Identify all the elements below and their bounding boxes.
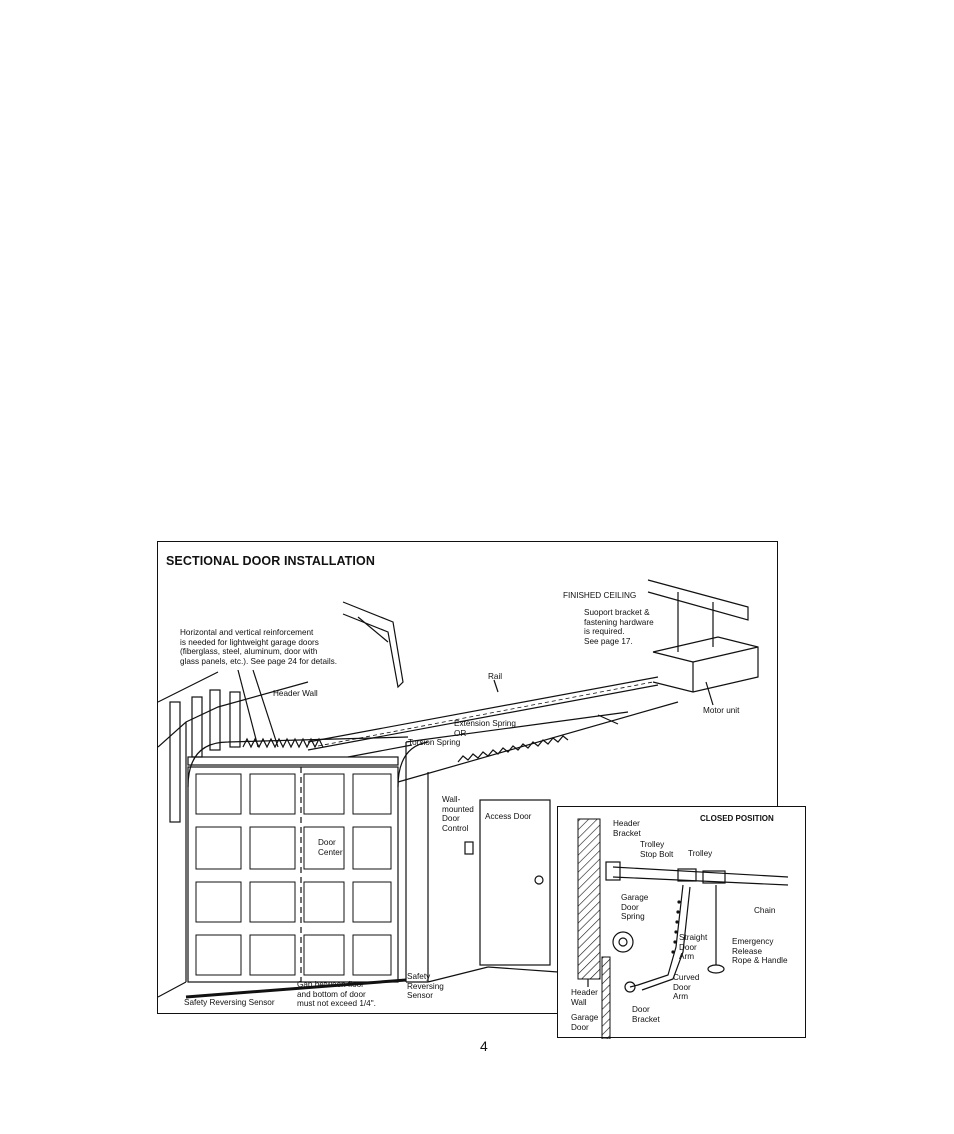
straight-door-arm-label: Straight Door Arm [679,933,708,962]
rail-label: Rail [488,672,503,681]
diagram-title: SECTIONAL DOOR INSTALLATION [166,554,375,568]
emergency-release-label: Emergency Release Rope & Handle [732,937,788,966]
door-bracket-label: Door Bracket [632,1005,660,1024]
support-bracket-note: Suoport bracket & fastening hardware is required. See page 17. [584,608,654,646]
motor-unit-label: Motor unit [703,706,740,715]
header-bracket-label: Header Bracket [613,819,641,838]
curved-door-arm-label: Curved Door Arm [673,973,700,1002]
finished-ceiling-label: FINISHED CEILING [563,591,637,600]
page-number: 4 [480,1038,488,1054]
chain-label: Chain [754,906,776,915]
access-door-label: Access Door [485,812,532,821]
closed-position-inset [557,806,806,1038]
garage-door-spring-label: Garage Door Spring [621,893,649,922]
garage-door-label: Garage Door [571,1013,599,1032]
trolley-label: Trolley [688,849,713,858]
wall-control-label: Wall- mounted Door Control [442,795,474,833]
inset-title: CLOSED POSITION [700,814,774,823]
or-label: OR [454,729,467,738]
header-wall-label: Header Wall [273,689,318,698]
gap-note: Gap between floor and bottom of door must not exceed 1/4". [297,980,376,1009]
extension-spring-label: Extension Spring [454,719,516,728]
safety-sensor-right-label: Safety Reversing Sensor [407,972,444,1001]
torsion-spring-label: Torsion Spring [408,738,461,747]
trolley-stop-bolt-label: Trolley Stop Bolt [640,840,674,859]
header-wall-inset-label: Header Wall [571,988,598,1007]
door-center-label: Door Center [318,838,343,857]
safety-sensor-left-label: Safety Reversing Sensor [184,998,275,1007]
reinforcement-note: Horizontal and vertical reinforcement is needed for lightweight garage doors (fiberglass, steel, aluminum, door with glass panels, etc.). See page 24 for details. [180,628,338,666]
